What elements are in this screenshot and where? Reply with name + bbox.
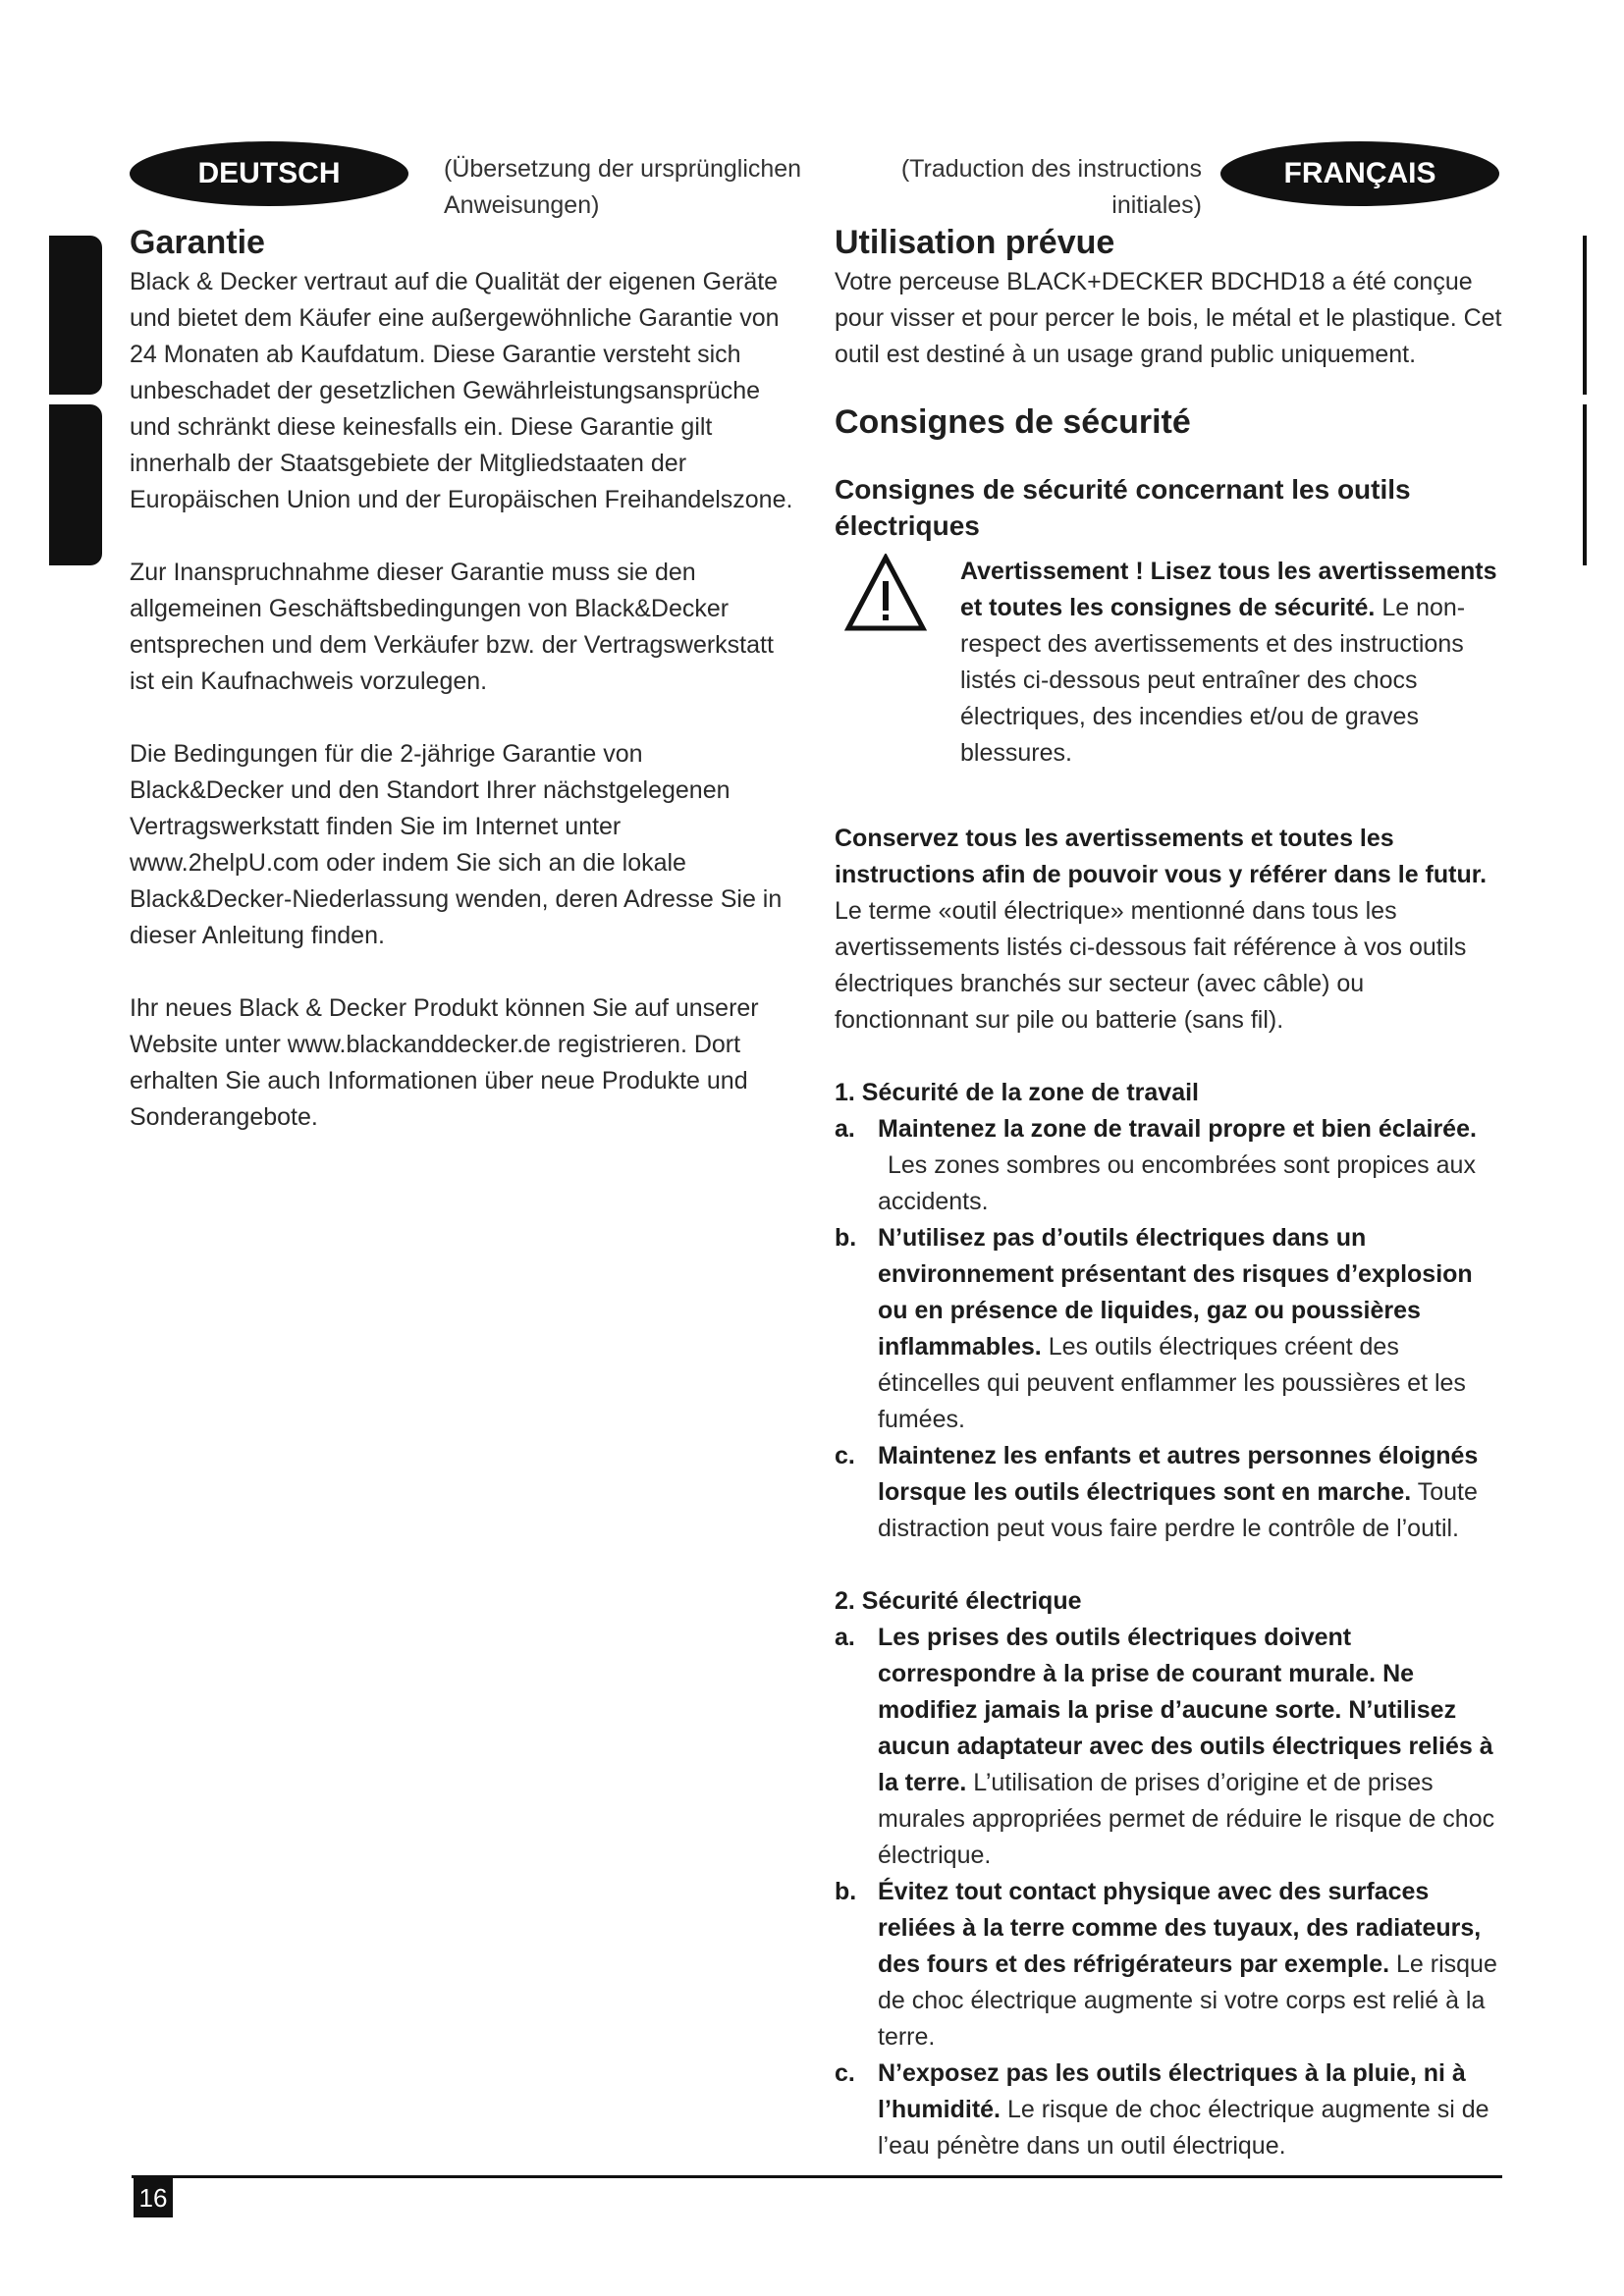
intended-use-text: Votre perceuse BLACK+DECKER BDCHD18 a été conçue pour visser et pour percer le bois, le métal et le plastique. Cet outil est destiné à un usage grand public uniquement. <box>835 268 1502 368</box>
list-item <box>835 1111 1502 1220</box>
garantie-paragraph-3: Die Bedingungen für die 2-jährige Garantie von Black&Decker und den Standort Ihrer nächstgelegenen Vertragswerkstatt finden Sie im Internet unter www.2helpU.com oder indem Sie sich an die lokale Black&Decker-Niederlassung wenden, deren Adresse Sie in dieser Anleitung finden. <box>130 740 783 949</box>
garantie-heading: Garantie <box>130 224 265 261</box>
work-area-safety-title: 1. Sécurité de la zone de travail <box>835 1079 1199 1106</box>
list-item-lead: Maintenez la zone de travail propre et bien éclairée. <box>878 1115 1477 1143</box>
language-badge-francais: FRANÇAIS <box>1220 141 1499 206</box>
warning-detail: Le non-respect des avertissements et des instructions listés ci-dessous peut entraîner des chocs électriques, des incendies et/ou de graves blessures. <box>960 594 1466 767</box>
keep-instructions-detail: Le terme «outil électrique» mentionné dans tous les avertissements listés ci-dessous fait référence à vos outils électriques branchés sur secteur (avec câble) ou fonctionnant sur pile ou batterie (sans fil). <box>835 897 1467 1034</box>
language-badge-deutsch: DEUTSCH <box>130 141 408 206</box>
electrical-safety-title: 2. Sécurité électrique <box>835 1587 1082 1615</box>
translation-note-francais <box>825 151 1202 224</box>
list-item-lead: Évitez tout contact physique avec des surfaces reliées à la terre comme des tuyaux, des radiateurs, des fours et des réfrigérateurs par exemple. <box>878 1878 1482 1978</box>
list-item <box>835 1620 1502 1874</box>
electrical-safety-list <box>835 1620 1502 2164</box>
list-item-label: a. <box>835 1115 855 1143</box>
list-item <box>835 1438 1502 1547</box>
list-item <box>835 2056 1502 2164</box>
list-item-lead: Les prises des outils électriques doivent correspondre à la prise de courant murale. Ne modifiez jamais la prise d’aucune sorte. N’utilisez aucun adaptateur avec des outils électriques reliés à la terre. <box>878 1624 1493 1796</box>
warning-triangle-icon <box>844 554 927 634</box>
list-item-label: a. <box>835 1624 855 1651</box>
list-item-label: c. <box>835 2059 855 2087</box>
power-tool-safety-heading: Consignes de sécurité concernant les outils électriques <box>835 474 1411 541</box>
warning-bold: Avertissement ! Lisez tous les avertissements et toutes les consignes de sécurité. <box>960 558 1497 621</box>
right-column <box>835 221 1502 2164</box>
left-edge-tab-top <box>49 236 102 395</box>
list-item-lead: Maintenez les enfants et autres personnes éloignés lorsque les outils électriques sont en marche. <box>878 1442 1479 1506</box>
footer-rule <box>132 2175 1502 2178</box>
list-item-lead: N’exposez pas les outils électriques à la pluie, ni à l’humidité. <box>878 2059 1466 2123</box>
list-item-label: b. <box>835 1224 857 1252</box>
work-area-safety-list <box>835 1111 1502 1547</box>
right-edge-line-top <box>1583 236 1587 395</box>
list-item-text: Le risque de choc électrique augmente si de l’eau pénètre dans un outil électrique. <box>878 2096 1489 2160</box>
translation-note-line: (Traduction des instructions <box>900 155 1202 183</box>
keep-instructions-text <box>835 821 1502 1039</box>
list-item <box>835 1874 1502 2056</box>
left-column <box>130 221 797 1136</box>
translation-note-line: (Übersetzung der ursprünglichen <box>444 155 802 183</box>
list-item-text: Toute distraction peut vous faire perdre le contrôle de l’outil. <box>878 1478 1478 1542</box>
garantie-paragraph-2: Zur Inanspruchnahme dieser Garantie muss sie den allgemeinen Geschäftsbedingungen von Black&Decker entsprechen und dem Verkäufer bzw. der Vertragswerkstatt ist ein Kaufnachweis vorzulegen. <box>130 559 774 695</box>
list-item-label: b. <box>835 1878 857 1905</box>
warning-text <box>960 554 1502 772</box>
keep-instructions-bold: Conservez tous les avertissements et toutes les instructions afin de pouvoir vous y référer dans le futur. <box>835 825 1488 888</box>
list-item <box>835 1220 1502 1438</box>
translation-note-line: initiales) <box>1111 191 1202 219</box>
translation-note-deutsch <box>444 151 817 224</box>
list-item-text: Les outils électriques créent des étincelles qui peuvent enflammer les poussières et les fumées. <box>878 1333 1466 1433</box>
garantie-paragraph-1: Black & Decker vertraut auf die Qualität der eigenen Geräte und bietet dem Käufer eine außergewöhnliche Garantie von 24 Monaten ab Kaufdatum. Diese Garantie versteht sich unbeschadet der gesetzlichen Gewährleistungsansprüche und schränkt diese keinesfalls ein. Diese Garantie gilt innerhalb der Staatsgebiete der Mitgliedstaaten der Europäischen Union und der Europäischen Freihandelszone. <box>130 268 793 513</box>
list-item-text: Les zones sombres ou encombrées sont propices aux accidents. <box>878 1151 1476 1215</box>
intended-use-heading: Utilisation prévue <box>835 224 1115 261</box>
list-item-label: c. <box>835 1442 855 1469</box>
list-item-text: Le risque de choc électrique augmente si votre corps est relié à la terre. <box>878 1950 1497 2051</box>
list-item-lead: N’utilisez pas d’outils électriques dans un environnement présentant des risques d’explosion ou en présence de liquides, gaz ou poussières inflammables. <box>878 1224 1473 1361</box>
safety-heading: Consignes de sécurité <box>835 403 1191 441</box>
translation-note-line: Anweisungen) <box>444 191 600 219</box>
garantie-paragraph-4: Ihr neues Black & Decker Produkt können Sie auf unserer Website unter www.blackanddecker.de registrieren. Dort erhalten Sie auch Informationen über neue Produkte und Sonderangebote. <box>130 994 759 1131</box>
right-edge-line-bottom <box>1583 404 1587 565</box>
page-number: 16 <box>134 2178 173 2217</box>
list-item-text: L’utilisation de prises d’origine et de prises murales appropriées permet de réduire le risque de choc électrique. <box>878 1769 1495 1869</box>
warning-block <box>835 554 1502 772</box>
left-edge-tab-bottom <box>49 404 102 565</box>
